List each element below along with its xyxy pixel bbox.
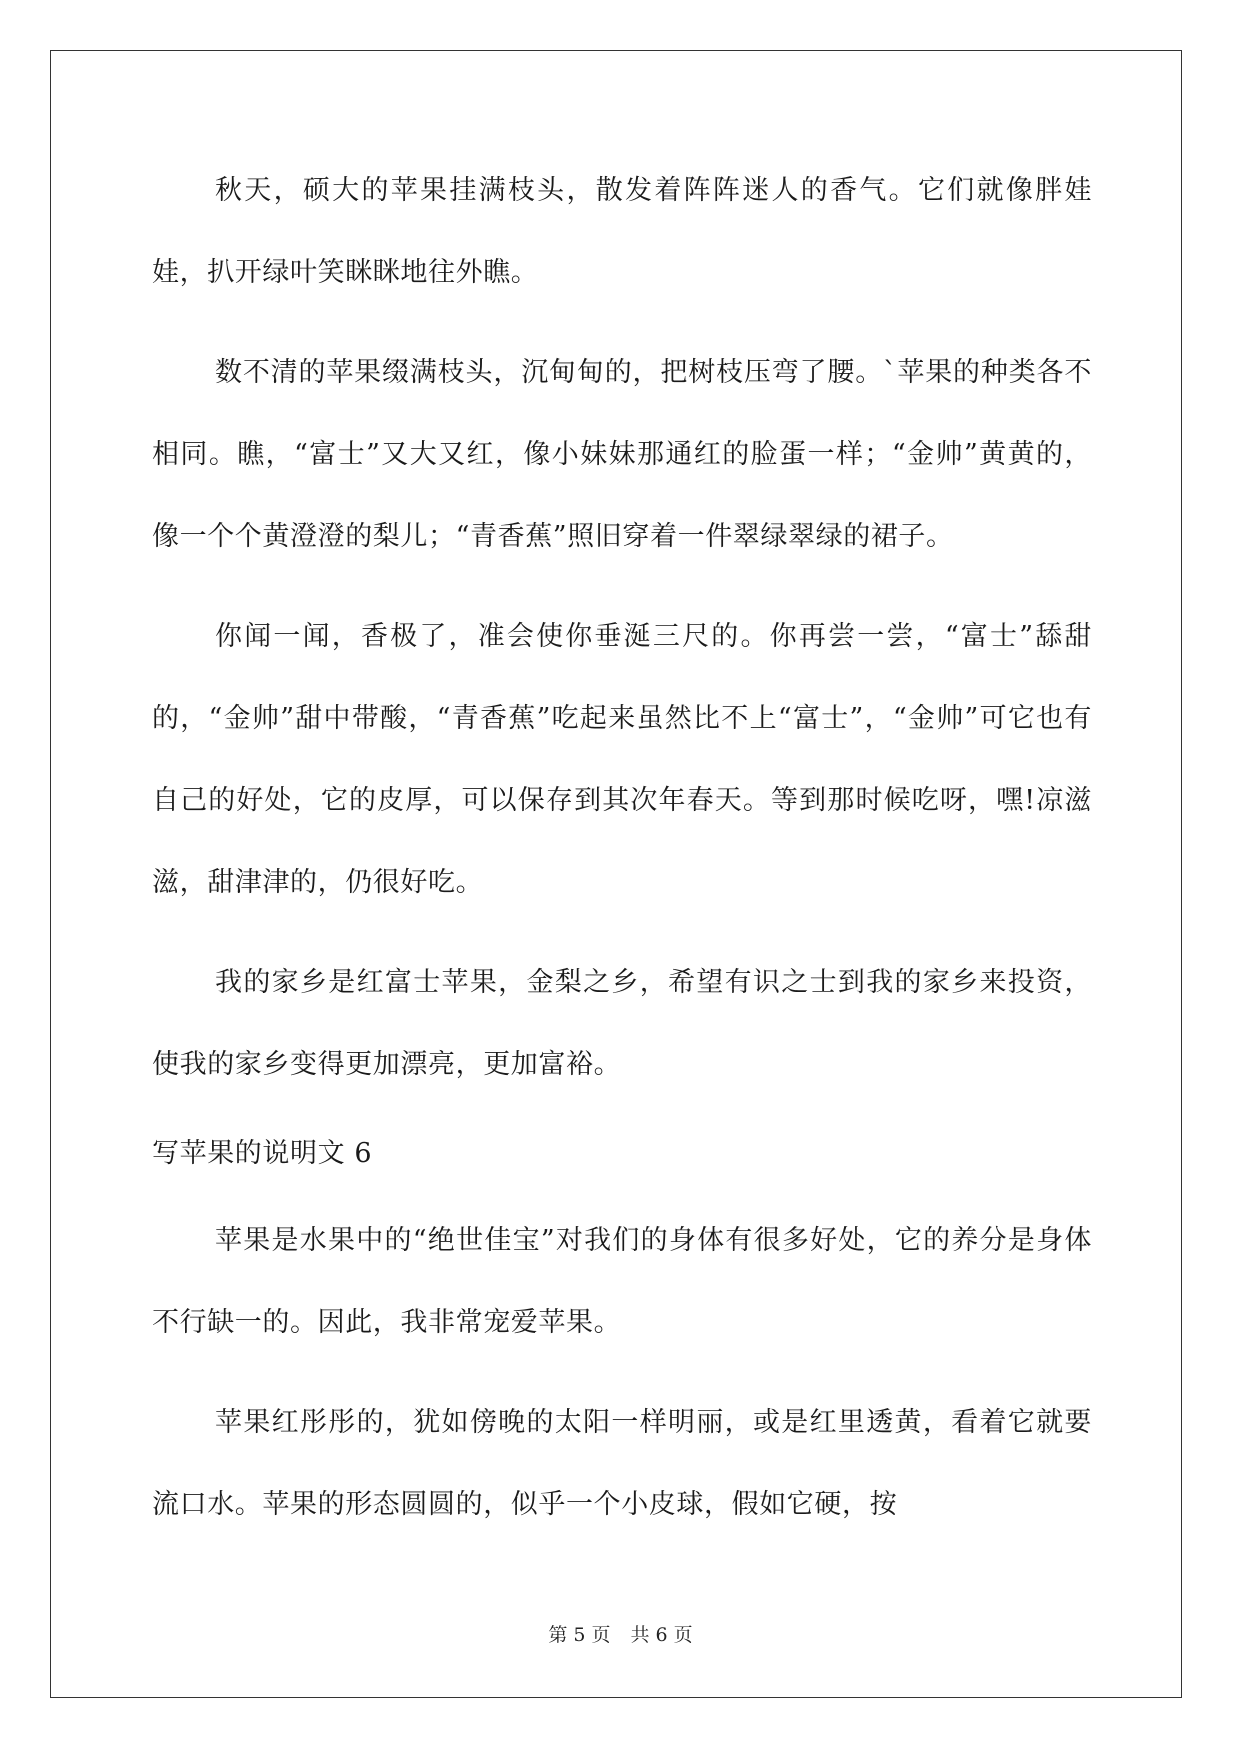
- paragraph: 秋天，硕大的苹果挂满枝头，散发着阵阵迷人的香气。它们就像胖娃娃，扒开绿叶笑眯眯地往外瞧。: [152, 175, 1092, 288]
- total-pages: 共 6 页: [630, 1624, 693, 1646]
- paragraph: 我的家乡是红富士苹果，金梨之乡，希望有识之士到我的家乡来投资，使我的家乡变得更加漂亮，更加富裕。: [152, 967, 1092, 1080]
- section-heading: 写苹果的说明文 6: [152, 1138, 373, 1169]
- paragraph: 苹果红彤彤的，犹如傍晚的太阳一样明丽，或是红里透黄，看着它就要流口水。苹果的形态圆圆的，似乎一个小皮球，假如它硬，按: [152, 1407, 1092, 1520]
- paragraph: 你闻一闻，香极了，准会使你垂涎三尺的。你再尝一尝，“富士”舔甜的，“金帅”甜中带酸，“青香蕉”吃起来虽然比不上“富士”，“金帅”可它也有自己的好处，它的皮厚，可以保存到其次年春天。等到那时候吃呀，嘿!凉滋滋，甜津津的，仍很好吃。: [152, 621, 1092, 898]
- page-footer: [0, 1620, 1241, 1647]
- paragraph: 苹果是水果中的“绝世佳宝”对我们的身体有很多好处，它的养分是身体不行缺一的。因此，我非常宠爱苹果。: [152, 1225, 1092, 1338]
- page-number: 第 5 页: [548, 1624, 611, 1646]
- paragraph: 数不清的苹果缀满枝头，沉甸甸的，把树枝压弯了腰。`苹果的种类各不相同。瞧，“富士”又大又红，像小妹妹那通红的脸蛋一样；“金帅”黄黄的，像一个个黄澄澄的梨儿；“青香蕉”照旧穿着一件翠绿翠绿的裙子。: [152, 357, 1092, 552]
- document-body: [152, 150, 1092, 1564]
